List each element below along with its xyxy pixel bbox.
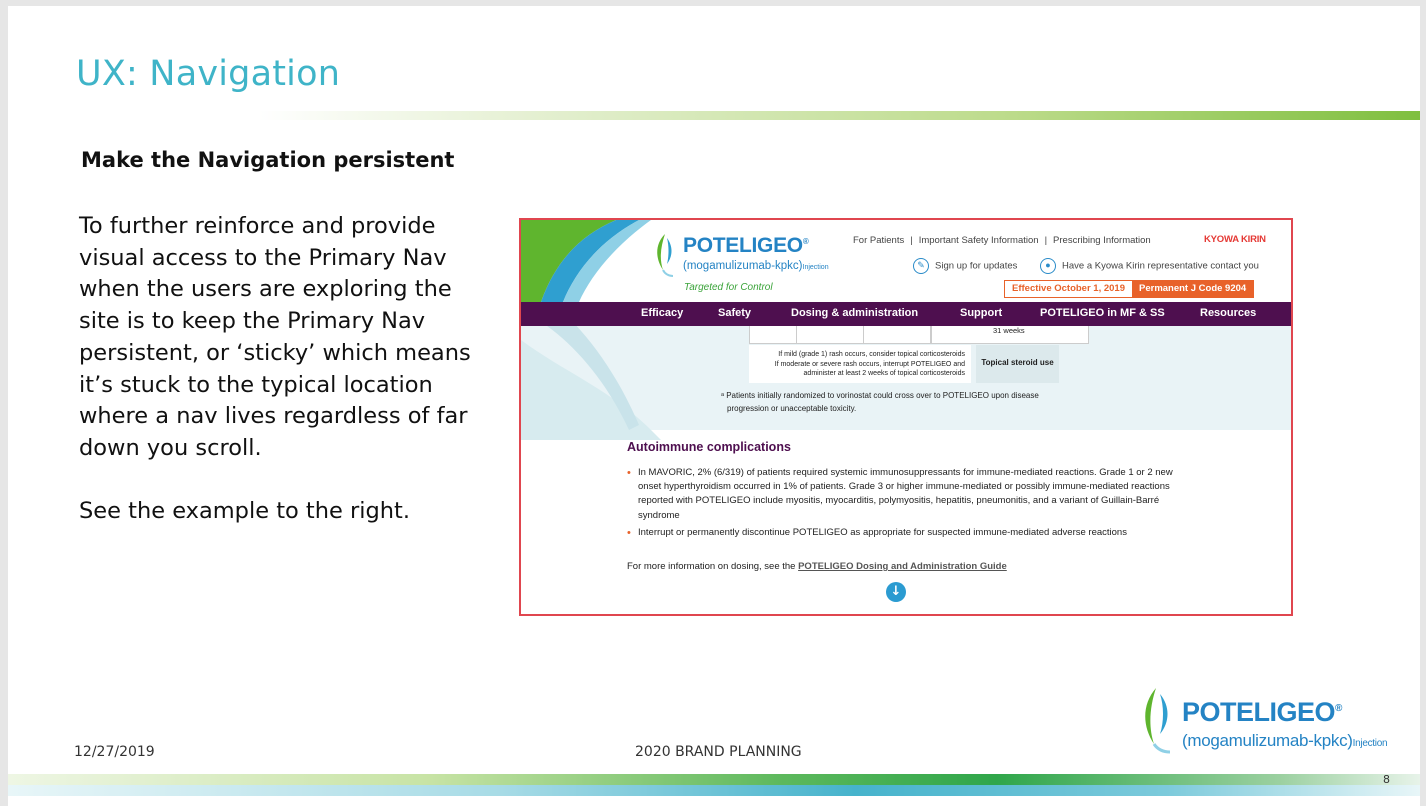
- slide-title: UX: Navigation: [76, 54, 341, 94]
- more-info: For more information on dosing, see the POTELIGEO Dosing and Administration Guide: [627, 561, 1007, 572]
- footer-band: [8, 774, 1420, 796]
- util-link-safety[interactable]: Important Safety Information: [918, 235, 1039, 246]
- nav-item-resources[interactable]: Resources: [1200, 307, 1257, 319]
- footer-brand-generic: (mogamulizumab-kpkc)Injection: [1182, 731, 1388, 750]
- utility-links: For Patients | Important Safety Information | Prescribing Information: [853, 235, 1151, 246]
- title-divider: [258, 111, 1420, 120]
- signup-link[interactable]: ✎ Sign up for updates: [913, 258, 1017, 274]
- page-number: 8: [1383, 773, 1390, 786]
- leaf-mark-icon: [1136, 682, 1180, 758]
- footer-logo: [1136, 682, 1406, 762]
- dosing-guide-link[interactable]: POTELIGEO Dosing and Administration Guide: [798, 561, 1007, 572]
- primary-nav: [521, 302, 1291, 326]
- header-swoosh: [521, 220, 651, 302]
- site-header: [521, 220, 1291, 302]
- company-logo[interactable]: KYOWA KIRIN: [1204, 234, 1266, 245]
- brand-name: POTELIGEO®: [683, 234, 809, 257]
- slide-body: [79, 211, 479, 527]
- section-title: Autoimmune complications: [627, 440, 791, 454]
- nav-item-dosing[interactable]: Dosing & administration: [791, 307, 919, 319]
- table-cell: [863, 326, 931, 344]
- rep-contact-link[interactable]: ● Have a Kyowa Kirin representative contact you: [1040, 258, 1259, 274]
- footnote: ᵃ Patients initially randomized to vorinostat could cross over to POTELIGEO upon disease progression or unacceptable toxicity.: [721, 391, 1039, 413]
- rash-guidance: If mild (grade 1) rash occurs, consider topical corticosteroids If moderate or severe rash occurs, interrupt POTELIGEO and administer at least 2 weeks of topical corticosteroids: [749, 345, 971, 383]
- body-paragraph: To further reinforce and provide visual access to the Primary Nav when the users are exploring the site is to keep the Primary Nav persistent, or ‘sticky’ which means it’s stuck to the typical location where a nav lives regardless of far down you scroll.: [79, 213, 471, 461]
- effective-date-label: Effective October 1, 2019: [1005, 281, 1132, 297]
- util-link-patients[interactable]: For Patients: [853, 235, 905, 246]
- footer-date: 12/27/2019: [74, 744, 155, 760]
- nav-item-mf-ss[interactable]: POTELIGEO in MF & SS: [1040, 307, 1165, 319]
- leaf-mark-icon: [649, 230, 681, 280]
- brand-tagline: Targeted for Control: [684, 282, 773, 293]
- table-cell-text: 31 weeks: [993, 326, 1025, 335]
- website-screenshot: [519, 218, 1293, 616]
- nav-item-support[interactable]: Support: [960, 307, 1003, 319]
- brand-generic: (mogamulizumab-kpkc)Injection: [683, 260, 829, 272]
- nav-item-efficacy[interactable]: Efficacy: [641, 307, 684, 319]
- arrow-down-circle-icon[interactable]: ↓: [886, 582, 906, 602]
- util-link-prescribing[interactable]: Prescribing Information: [1053, 235, 1151, 246]
- bullet-list: [627, 466, 1187, 543]
- table-cell: [796, 326, 864, 344]
- nav-item-safety[interactable]: Safety: [718, 307, 752, 319]
- person-icon: ●: [1040, 258, 1056, 274]
- footer-center-text: 2020 BRAND PLANNING: [635, 744, 802, 760]
- jcode-label: Permanent J Code 9204: [1132, 281, 1253, 297]
- jcode-banner[interactable]: [1004, 280, 1254, 298]
- list-item: • In MAVORIC, 2% (6/319) of patients required systemic immunosuppressants for immune-mediated reactions. Grade 1 or 2 new onset hyperthyroidism occurred in 1% of patients. Grade 3 or higher immune-mediated or possibly immune-mediated reactions reported with POTELIGEO include myositis, myocarditis, polymyositis, hepatitis, pneumonitis, and a variant of Guillain-Barré syndrome: [627, 466, 1187, 523]
- body-paragraph: See the example to the right.: [79, 497, 411, 524]
- slide: [8, 6, 1420, 806]
- pencil-icon: ✎: [913, 258, 929, 274]
- list-item: • Interrupt or permanently discontinue POTELIGEO as appropriate for suspected immune-mediated adverse reactions: [627, 526, 1187, 540]
- slide-subhead: Make the Navigation persistent: [81, 148, 455, 172]
- steroid-label: Topical steroid use: [976, 345, 1059, 383]
- footer-brand-name: POTELIGEO®: [1182, 697, 1342, 727]
